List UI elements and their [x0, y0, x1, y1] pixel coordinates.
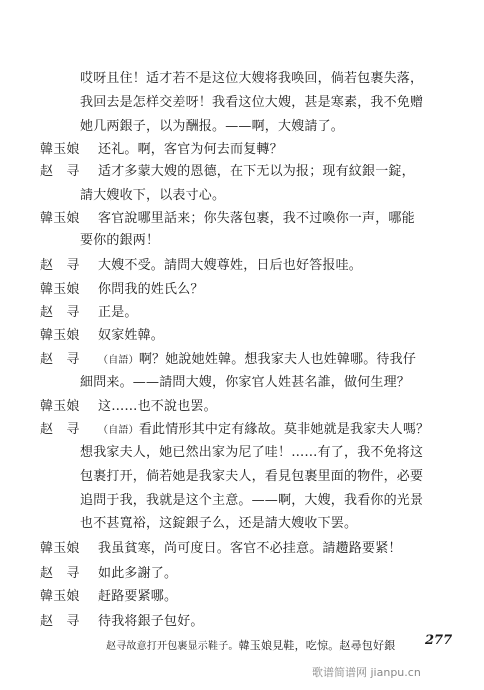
script-line [40, 210, 415, 227]
script-line [40, 163, 415, 180]
dialogue-text: 客官說哪里話来；你失落包裹，我不过喚你一声，哪能 [98, 211, 415, 226]
watermark-text: 歌谱简谱网 jianpu.cn [312, 666, 421, 679]
dialogue-text: 請大嫂收下，以表寸心。 [80, 188, 226, 203]
script-line [80, 70, 423, 87]
script-line [80, 444, 423, 461]
dialogue-text: 我回去是怎样交差呀！我看这位大嫂，甚是寒素，我不免赠 [80, 95, 424, 110]
stage-direction: （自語） [98, 355, 139, 366]
speaker-name: 韓玉娘 [40, 328, 80, 343]
stage-direction: （自語） [98, 425, 139, 436]
dialogue-text: 看此情形其中定有緣故。莫非她就是我家夫人嗎？ [138, 422, 430, 437]
script-line [40, 141, 283, 158]
dialogue-text: 你問我的姓氏么？ [98, 282, 204, 297]
speaker-name: 韓玉娘 [40, 142, 80, 157]
script-line [80, 232, 159, 249]
speaker-name: 赵 寻 [40, 566, 80, 581]
script-line [80, 118, 344, 135]
script-line [40, 257, 362, 274]
speaker-name: 韓玉娘 [40, 541, 80, 556]
dialogue-text: 这……也不說也罢。 [98, 399, 217, 414]
dialogue-text: 奴家姓韓。 [98, 328, 165, 343]
script-line [40, 540, 402, 557]
dialogue-text: 啊？她說她姓韓。想我家夫人也姓韓哪。待我仔 [138, 352, 417, 367]
script-line [80, 492, 423, 509]
script-line [80, 468, 423, 485]
speaker-name: 赵 寻 [40, 422, 80, 437]
speaker-name: 赵 寻 [40, 614, 80, 629]
script-line [80, 374, 410, 391]
dialogue-text: 包裹打开，倘若她是我家夫人，看見包裹里面的物件，必要 [80, 469, 424, 484]
dialogue-text: 还礼。啊，客官为何去而复轉？ [98, 142, 283, 157]
script-line [40, 588, 177, 605]
dialogue-text: 要你的銀两！ [80, 233, 160, 248]
dialogue-text: 也不甚寬裕，这錠銀子么，还是請大嫂收下罢。 [80, 516, 358, 531]
speaker-name: 韓玉娘 [40, 211, 80, 226]
dialogue-text: 她几两銀子，以为酬报。——啊，大嫂請了。 [80, 119, 345, 134]
speaker-name: 赵 寻 [40, 305, 80, 320]
script-line [40, 421, 429, 439]
dialogue-text: 大嫂不受。請問大嫂尊姓，日后也好答报哇。 [98, 258, 363, 273]
dialogue-text: 哎呀且住！适才若不是这位大嫂将我唤回，倘若包裹失落， [80, 71, 424, 86]
dialogue-text: 正是。 [98, 305, 138, 320]
script-line [106, 637, 395, 655]
script-line [40, 613, 204, 630]
script-line [40, 398, 217, 415]
dialogue-text: 細問来。——請問大嫂，你家官人姓甚名誰，做何生理？ [80, 375, 411, 390]
script-line [80, 515, 357, 532]
script-line [80, 187, 225, 204]
script-line [40, 565, 177, 582]
dialogue-text: 我虽貧寒，尚可度日。客官不必挂意。請趱路要紧！ [98, 541, 402, 556]
dialogue-text: 适才多蒙大嫂的恩德，在下无以为报；现有紋銀一錠， [98, 164, 415, 179]
script-line [40, 351, 416, 369]
speaker-name: 韓玉娘 [40, 399, 80, 414]
script-line [40, 304, 138, 321]
page-number: 277 [425, 633, 453, 648]
speaker-name: 赵 寻 [40, 258, 80, 273]
dialogue-text: 待我将銀子包好。 [98, 614, 204, 629]
speaker-name: 赵 寻 [40, 352, 80, 367]
script-line [40, 327, 164, 344]
stage-direction: 赵寻故意打开包裹显示鞋子。 [106, 641, 239, 652]
speaker-name: 韓玉娘 [40, 589, 80, 604]
dialogue-text: 如此多謝了。 [98, 566, 178, 581]
dialogue-text: 赶路要紧哪。 [98, 589, 178, 604]
dialogue-text: 韓玉娘見鞋，吃惊。赵尋包好銀 [238, 639, 396, 652]
speaker-name: 韓玉娘 [40, 282, 80, 297]
dialogue-text: 想我家夫人，她已然出家为尼了哇！……有了，我不免将这 [80, 445, 424, 460]
speaker-name: 赵 寻 [40, 164, 80, 179]
script-line [80, 94, 423, 111]
dialogue-text: 追問于我，我就是这个主意。——啊，大嫂，我看你的光景 [80, 493, 424, 508]
script-line [40, 281, 204, 298]
